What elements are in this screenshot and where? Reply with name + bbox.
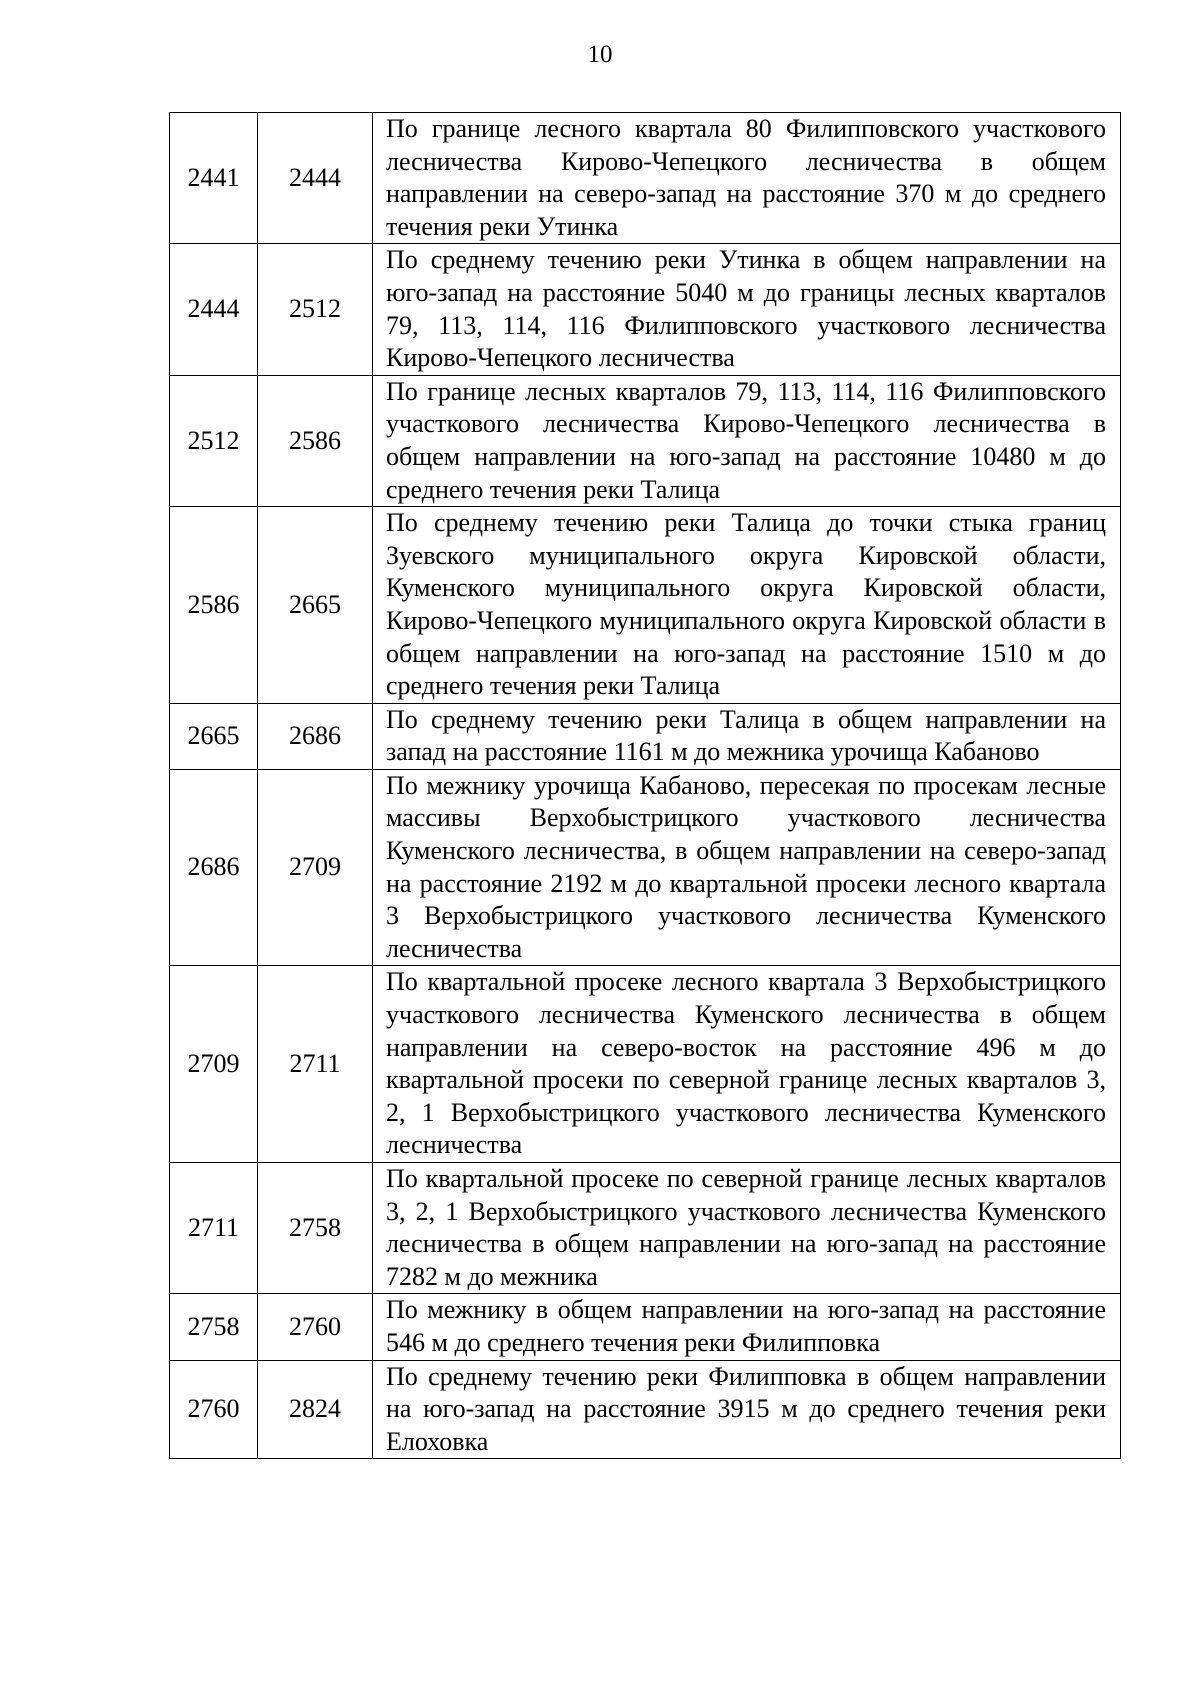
- to-point-cell: 2512: [258, 244, 373, 375]
- to-point-cell: 2665: [258, 507, 373, 704]
- to-point-cell: 2758: [258, 1163, 373, 1294]
- table-row: [170, 769, 1121, 966]
- from-point-cell: 2441: [170, 113, 258, 244]
- to-point-cell: 2586: [258, 375, 373, 506]
- description-cell: По квартальной просеке по северной границе лесных кварталов 3, 2, 1 Верхобыстрицкого участкового лесничества Куменского лесничества в общем направлении на юго-запад на расстояние 7282 м до межника: [373, 1163, 1121, 1294]
- to-point-cell: 2824: [258, 1360, 373, 1459]
- from-point-cell: 2512: [170, 375, 258, 506]
- table-row: [170, 244, 1121, 375]
- description-cell: По среднему течению реки Талица в общем направлении на запад на расстояние 1161 м до межника урочища Кабаново: [373, 703, 1121, 769]
- description-cell: По межнику в общем направлении на юго-запад на расстояние 546 м до среднего течения реки Филипповка: [373, 1294, 1121, 1360]
- from-point-cell: 2758: [170, 1294, 258, 1360]
- description-cell: По среднему течению реки Филипповка в общем направлении на юго-запад на расстояние 3915 м до среднего течения реки Елоховка: [373, 1360, 1121, 1459]
- description-cell: По границе лесного квартала 80 Филипповского участкового лесничества Кирово-Чепецкого лесничества в общем направлении на северо-запад на расстояние 370 м до среднего течения реки Утинка: [373, 113, 1121, 244]
- page-number: 10: [587, 41, 613, 68]
- description-cell: По квартальной просеке лесного квартала 3 Верхобыстрицкого участкового лесничества Куменского лесничества в общем направлении на северо-восток на расстояние 496 м до квартальной просеки по северной границе лесных кварталов 3, 2, 1 Верхобыстрицкого участкового лесничества Куменского лесничества: [373, 966, 1121, 1163]
- description-cell: По границе лесных кварталов 79, 113, 114, 116 Филипповского участкового лесничества Кирово-Чепецкого лесничества в общем направлении на юго-запад на расстояние 10480 м до среднего течения реки Талица: [373, 375, 1121, 506]
- table-row: [170, 507, 1121, 704]
- table-row: [170, 1294, 1121, 1360]
- from-point-cell: 2686: [170, 769, 258, 966]
- to-point-cell: 2760: [258, 1294, 373, 1360]
- to-point-cell: 2709: [258, 769, 373, 966]
- from-point-cell: 2709: [170, 966, 258, 1163]
- description-cell: По межнику урочища Кабаново, пересекая по просекам лесные массивы Верхобыстрицкого участкового лесничества Куменского лесничества, в общем направлении на северо-запад на расстояние 2192 м до квартальной просеки лесного квартала 3 Верхобыстрицкого участкового лесничества Куменского лесничества: [373, 769, 1121, 966]
- table-row: [170, 1360, 1121, 1459]
- from-point-cell: 2444: [170, 244, 258, 375]
- description-cell: По среднему течению реки Утинка в общем направлении на юго-запад на расстояние 5040 м до границы лесных кварталов 79, 113, 114, 116 Филипповского участкового лесничества Кирово-Чепецкого лесничества: [373, 244, 1121, 375]
- description-cell: По среднему течению реки Талица до точки стыка границ Зуевского муниципального округа Кировской области, Куменского муниципального округа Кировской области, Кирово-Чепецкого муниципального округа Кировской области в общем направлении на юго-запад на расстояние 1510 м до среднего течения реки Талица: [373, 507, 1121, 704]
- table-row: [170, 966, 1121, 1163]
- boundary-description-table: [169, 112, 1121, 1459]
- table-row: [170, 113, 1121, 244]
- to-point-cell: 2686: [258, 703, 373, 769]
- table-row: [170, 703, 1121, 769]
- from-point-cell: 2760: [170, 1360, 258, 1459]
- from-point-cell: 2711: [170, 1163, 258, 1294]
- table-row: [170, 375, 1121, 506]
- to-point-cell: 2711: [258, 966, 373, 1163]
- table-row: [170, 1163, 1121, 1294]
- to-point-cell: 2444: [258, 113, 373, 244]
- from-point-cell: 2586: [170, 507, 258, 704]
- from-point-cell: 2665: [170, 703, 258, 769]
